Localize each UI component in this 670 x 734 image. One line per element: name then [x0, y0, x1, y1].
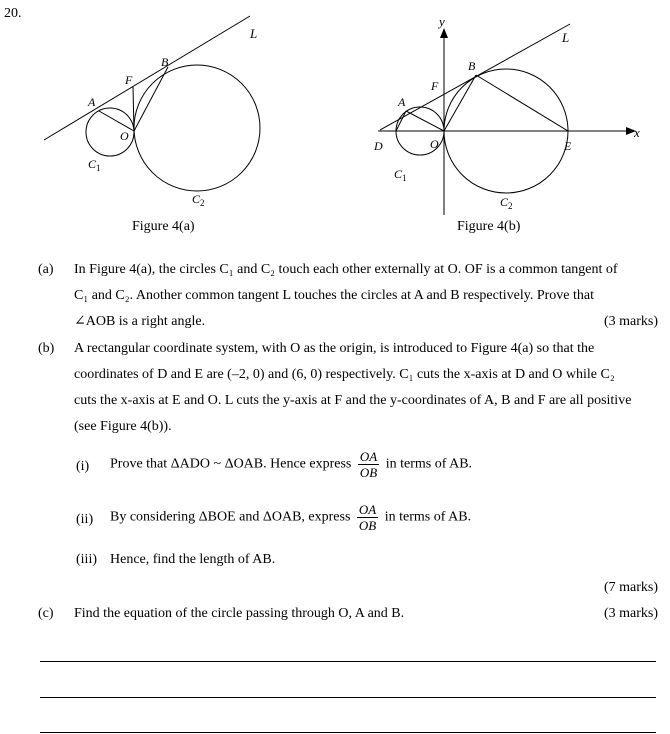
label-E: E: [564, 139, 572, 153]
part-a-line-2: C₁ and C₂. Another common tangent L touches the circles at A and B respectively. Prove that: [74, 288, 594, 303]
figure-4b-caption: Figure 4(b): [457, 219, 521, 234]
part-b-iii-text: Hence, find the length of AB.: [110, 552, 276, 567]
question-number: 20.: [4, 6, 22, 21]
part-b-marks: (7 marks): [603, 580, 658, 595]
part-c-text: Find the equation of the circle passing through O, A and B.: [74, 606, 405, 621]
label-C2: $C_2$: [192, 192, 205, 208]
part-a-label: (a): [38, 262, 54, 277]
part-c-label: (c): [38, 606, 54, 621]
answer-line[interactable]: [40, 697, 656, 698]
segment-ao: [406, 111, 444, 131]
fraction-oa-ob: $\frac{OA}{OB}$: [358, 502, 377, 533]
label-A: A: [88, 95, 96, 109]
figure-4a-caption: Figure 4(a): [132, 219, 195, 234]
fraction-oa-ob: $\frac{OA}{OB}$: [359, 449, 378, 480]
answer-line[interactable]: [40, 732, 656, 733]
label-O: O: [120, 129, 129, 143]
label-L: L: [250, 26, 258, 41]
part-a-line-1: In Figure 4(a), the circles C₁ and C₂ touch each other externally at O. OF is a common tangent of: [74, 262, 618, 277]
part-c-marks: (3 marks): [603, 606, 658, 621]
part-b-line-1: A rectangular coordinate system, with O as the origin, is introduced to Figure 4(a) so that the: [74, 341, 595, 356]
label-O: O: [430, 137, 439, 151]
part-b-ii-label: (ii): [76, 512, 94, 527]
segment-ao: [99, 111, 134, 131]
label-x: x: [634, 125, 640, 140]
part-b-line-3: cuts the x-axis at E and O. L cuts the y-axis at F and the y-coordinates of A, B and F are all positive: [74, 393, 632, 408]
part-a-line-3: ∠AOB is a right angle.: [74, 314, 206, 329]
part-a-marks: (3 marks): [603, 314, 658, 329]
figure-4a: [0, 0, 320, 240]
y-axis-arrow: [440, 28, 448, 38]
part-b-line-2: coordinates of D and E are (–2, 0) and (6, 0) respectively. C₁ cuts the x-axis at D and O while C₂: [74, 367, 615, 382]
label-B: B: [468, 59, 476, 73]
part-b-ii-text: By considering ΔBOE and ΔOAB, express $\frac{OA}{OB}$ in terms of AB.: [110, 502, 472, 533]
circle-c2: [134, 65, 260, 191]
label-B: B: [161, 55, 169, 69]
segment-ad: [396, 111, 406, 131]
label-L: L: [562, 30, 570, 45]
tangent-line-L: [44, 16, 250, 140]
label-C2: $C_2$: [500, 195, 513, 211]
label-F: F: [125, 73, 133, 87]
label-C1: $C_1$: [394, 167, 407, 183]
part-b-i-label: (i): [76, 459, 90, 474]
answer-line[interactable]: [40, 661, 656, 662]
label-C1: $C_1$: [88, 157, 101, 173]
segment-bo: [134, 67, 168, 131]
segment-bo: [444, 75, 476, 131]
part-b-iii-label: (iii): [76, 552, 97, 567]
label-y: y: [439, 14, 445, 29]
figure-4b: [340, 0, 670, 240]
part-b-i-text: Prove that ΔADO ~ ΔOAB. Hence express $\frac{OA}{OB}$ in terms of AB.: [110, 449, 473, 480]
label-A: A: [398, 95, 406, 109]
part-b-label: (b): [38, 341, 55, 356]
label-F: F: [431, 79, 439, 93]
segment-be: [476, 75, 568, 131]
label-D: D: [374, 139, 383, 153]
part-b-line-4: (see Figure 4(b)).: [74, 419, 172, 434]
